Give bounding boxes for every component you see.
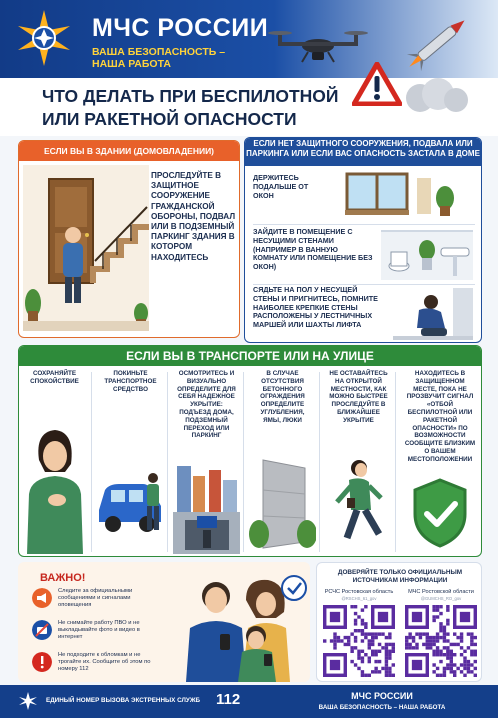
- page-title-line-1: ЧТО ДЕЛАТЬ ПРИ БЕСПИЛОТНОЙ: [42, 86, 339, 106]
- crouching-person-icon: [393, 288, 473, 340]
- important-section: [18, 562, 310, 682]
- emchs-emblem-icon: [14, 8, 74, 68]
- col-separator-1: [91, 372, 92, 552]
- qr-label-mchs: МЧС Ростовской области: [408, 589, 474, 595]
- rocket-icon: [404, 6, 476, 76]
- building-header: ЕСЛИ ВЫ В ЗДАНИИ (ДОМОВЛАДЕНИИ): [19, 141, 239, 161]
- qr-code-icon[interactable]: [323, 605, 395, 677]
- page-title-line-2: ИЛИ РАКЕТНОЙ ОПАСНОСТИ: [42, 109, 297, 129]
- door-stairs-illustration: [23, 165, 149, 331]
- running-woman-illustration: [325, 454, 392, 554]
- no-shelter-header: ЕСЛИ НЕТ ЗАЩИТНОГО СООРУЖЕНИЯ, ПОДВАЛА ИЛИ ПАРКИНГА ИЛИ ЕСЛИ ВАС ОПАСНОСТЬ ЗАСТАЛА В ДОМЕ: [245, 138, 481, 166]
- warning-circle-icon: [32, 652, 52, 672]
- shelter-separator-1: [253, 224, 475, 225]
- car-illustration: [97, 448, 164, 548]
- bathroom-icon: [381, 230, 473, 280]
- transport-col-pits: [249, 368, 316, 556]
- official-sources-title: ДОВЕРЯЙТЕ ТОЛЬКО ОФИЦИАЛЬНЫМ ИСТОЧНИКАМ ИНФОРМАЦИИ: [337, 569, 463, 584]
- footer-emergency-text: ЕДИНЫЙ НОМЕР ВЫЗОВА ЭКСТРЕННЫХ СЛУЖБ: [46, 697, 201, 704]
- shelter-item-windows: [253, 170, 475, 222]
- transport-col-2-text: ПОКИНЬТЕ ТРАНСПОРТНОЕ СРЕДСТВО: [104, 370, 157, 393]
- header-title: МЧС РОССИИ: [92, 14, 269, 42]
- important-title: ВАЖНО!: [40, 572, 86, 584]
- smoke-cloud-icon: [400, 74, 470, 114]
- concrete-wall-illustration: [249, 454, 316, 554]
- emchs-emblem-icon: [18, 691, 38, 711]
- transport-col-calm: [21, 368, 88, 556]
- qr-label-rschs: РСЧС Ростовская область: [324, 589, 394, 595]
- no-camera-icon: [32, 620, 52, 640]
- transport-col-leave-car: [97, 368, 164, 556]
- important-item-1-text: Следите за официальными сообщениями и сигналами оповещения: [58, 588, 133, 608]
- transport-header: ЕСЛИ ВЫ В ТРАНСПОРТЕ ИЛИ НА УЛИЦЕ: [19, 346, 481, 366]
- transport-col-4-text: В СЛУЧАЕ ОТСУТСТВИЯ БЕТОННОГО ОГРАЖДЕНИЯ ОПРЕДЕЛИТЕ УГЛУБЛЕНИЯ, ЯМЫ, ЛЮКИ: [260, 370, 305, 424]
- shelter-item-1-text: ДЕРЖИТЕСЬ ПОДАЛЬШЕ ОТ ОКОН: [253, 173, 309, 200]
- important-item-3-text: Не подходите к обломкам и не трогайте их. Сообщите об этом по номеру 112: [58, 652, 151, 672]
- transport-col-3-text: ОСМОТРИТЕСЬ И ВИЗУАЛЬНО ОПРЕДЕЛИТЕ ДЛЯ СЕБЯ НАДЕЖНОЕ УКРЫТИЕ: ПОДЪЕЗД ДОМА, ПОДЗЕМНЫЙ ПЕРЕХОД ИЛИ ПАРКИНГ: [177, 370, 236, 440]
- transport-col-no-open: [325, 368, 392, 556]
- warning-icon: [352, 62, 402, 106]
- header-subtitle: ВАША БЕЗОПАСНОСТЬ – НАША РАБОТА: [92, 46, 226, 70]
- important-item-2-text: Не снимайте работу ПВО и не выкладывайте фото и видео в интернет: [58, 620, 140, 640]
- qr-handle-mchs: @GUMCHS_RO_gov: [420, 596, 462, 601]
- window-icon: [345, 170, 409, 218]
- transport-col-stay-protected: [401, 368, 479, 556]
- shelter-item-2-text: ЗАЙДИТЕ В ПОМЕЩЕНИЕ С НЕСУЩИМИ СТЕНАМИ (НАПРИМЕР В ВАННУЮ КОМНАТУ ИЛИ ПОМЕЩЕНИЕ БЕЗ ОКОН): [253, 227, 373, 272]
- official-sources-section: [316, 562, 482, 682]
- important-item-debris: [32, 652, 152, 678]
- col-separator-2: [167, 372, 168, 552]
- col-separator-3: [243, 372, 244, 552]
- footer-bar: [0, 685, 498, 718]
- family-with-phones-illustration: [168, 570, 310, 682]
- shield-check-icon: [409, 476, 471, 550]
- shelter-item-walls: [253, 228, 475, 282]
- shelter-item-3-text: СЯДЬТЕ НА ПОЛ У НЕСУЩЕЙ СТЕНЫ И ПРИГНИТЕСЬ, ПОМНИТЕ НАИБОЛЕЕ КРЕПКИЕ СТЕНЫ РАСПОЛОЖЕНЫ У ЛЕСТНИЧНЫХ МАРШЕЙ ИЛИ ШАХТЫ ЛИФТА: [253, 285, 378, 330]
- header-banner: [0, 0, 498, 78]
- transport-col-6-text: НАХОДИТЕСЬ В ЗАЩИЩЕННОМ МЕСТЕ, ПОКА НЕ ПРОЗВУЧИТ СИГНАЛ «ОТБОЙ БЕСПИЛОТНОЙ ИЛИ РАКЕТНОЙ ОПАСНОСТИ» ПО ВОЗМОЖНОСТИ СООБЩИТЕ БЛИЗКИМ О ВАШЕМ МЕСТОПОЛОЖЕНИИ: [404, 370, 476, 463]
- transport-col-5-text: НЕ ОСТАВАЙТЕСЬ НА ОТКРЫТОЙ МЕСТНОСТИ, КАК МОЖНО БЫСТРЕЕ ПРОСЛЕДУЙТЕ В БЛИЖАЙШЕЕ УКРЫТИЕ: [329, 370, 388, 424]
- shelter-item-floor: [253, 286, 475, 342]
- footer-emergency-number[interactable]: 112: [216, 691, 241, 708]
- transport-col-find-cover: [173, 368, 240, 556]
- no-shelter-section: [244, 137, 482, 343]
- qr-handle-rschs: @RSCHS_61_gov: [341, 596, 377, 601]
- city-shelter-illustration: [173, 464, 240, 554]
- col-separator-4: [319, 372, 320, 552]
- footer-brand: МЧС РОССИИ: [351, 691, 413, 701]
- calm-woman-illustration: [21, 424, 88, 554]
- footer-brand-subtitle: ВАША БЕЗОПАСНОСТЬ – НАША РАБОТА: [318, 704, 446, 711]
- building-instruction: ПРОСЛЕДУЙТЕ В ЗАЩИТНОЕ СООРУЖЕНИЕ ГРАЖДАНСКОЙ ОБОРОНЫ, ПОДВАЛ ИЛИ В ПОДЗЕМНЫЙ ПАРКИНГ ЗДАНИЯ В КОТОРОМ НАХОДИТЕСЬ: [151, 171, 236, 262]
- transport-street-section: [18, 345, 482, 557]
- important-item-no-filming: [32, 620, 152, 646]
- important-item-official: [32, 588, 152, 614]
- col-separator-5: [395, 372, 396, 552]
- megaphone-icon: [32, 588, 52, 608]
- drone-icon: [268, 20, 368, 66]
- qr-code-icon[interactable]: [405, 605, 477, 677]
- curtain-plant-icon: [417, 178, 457, 218]
- transport-col-1-text: СОХРАНЯЙТЕ СПОКОЙСТВИЕ: [30, 370, 79, 385]
- building-section: [18, 140, 240, 338]
